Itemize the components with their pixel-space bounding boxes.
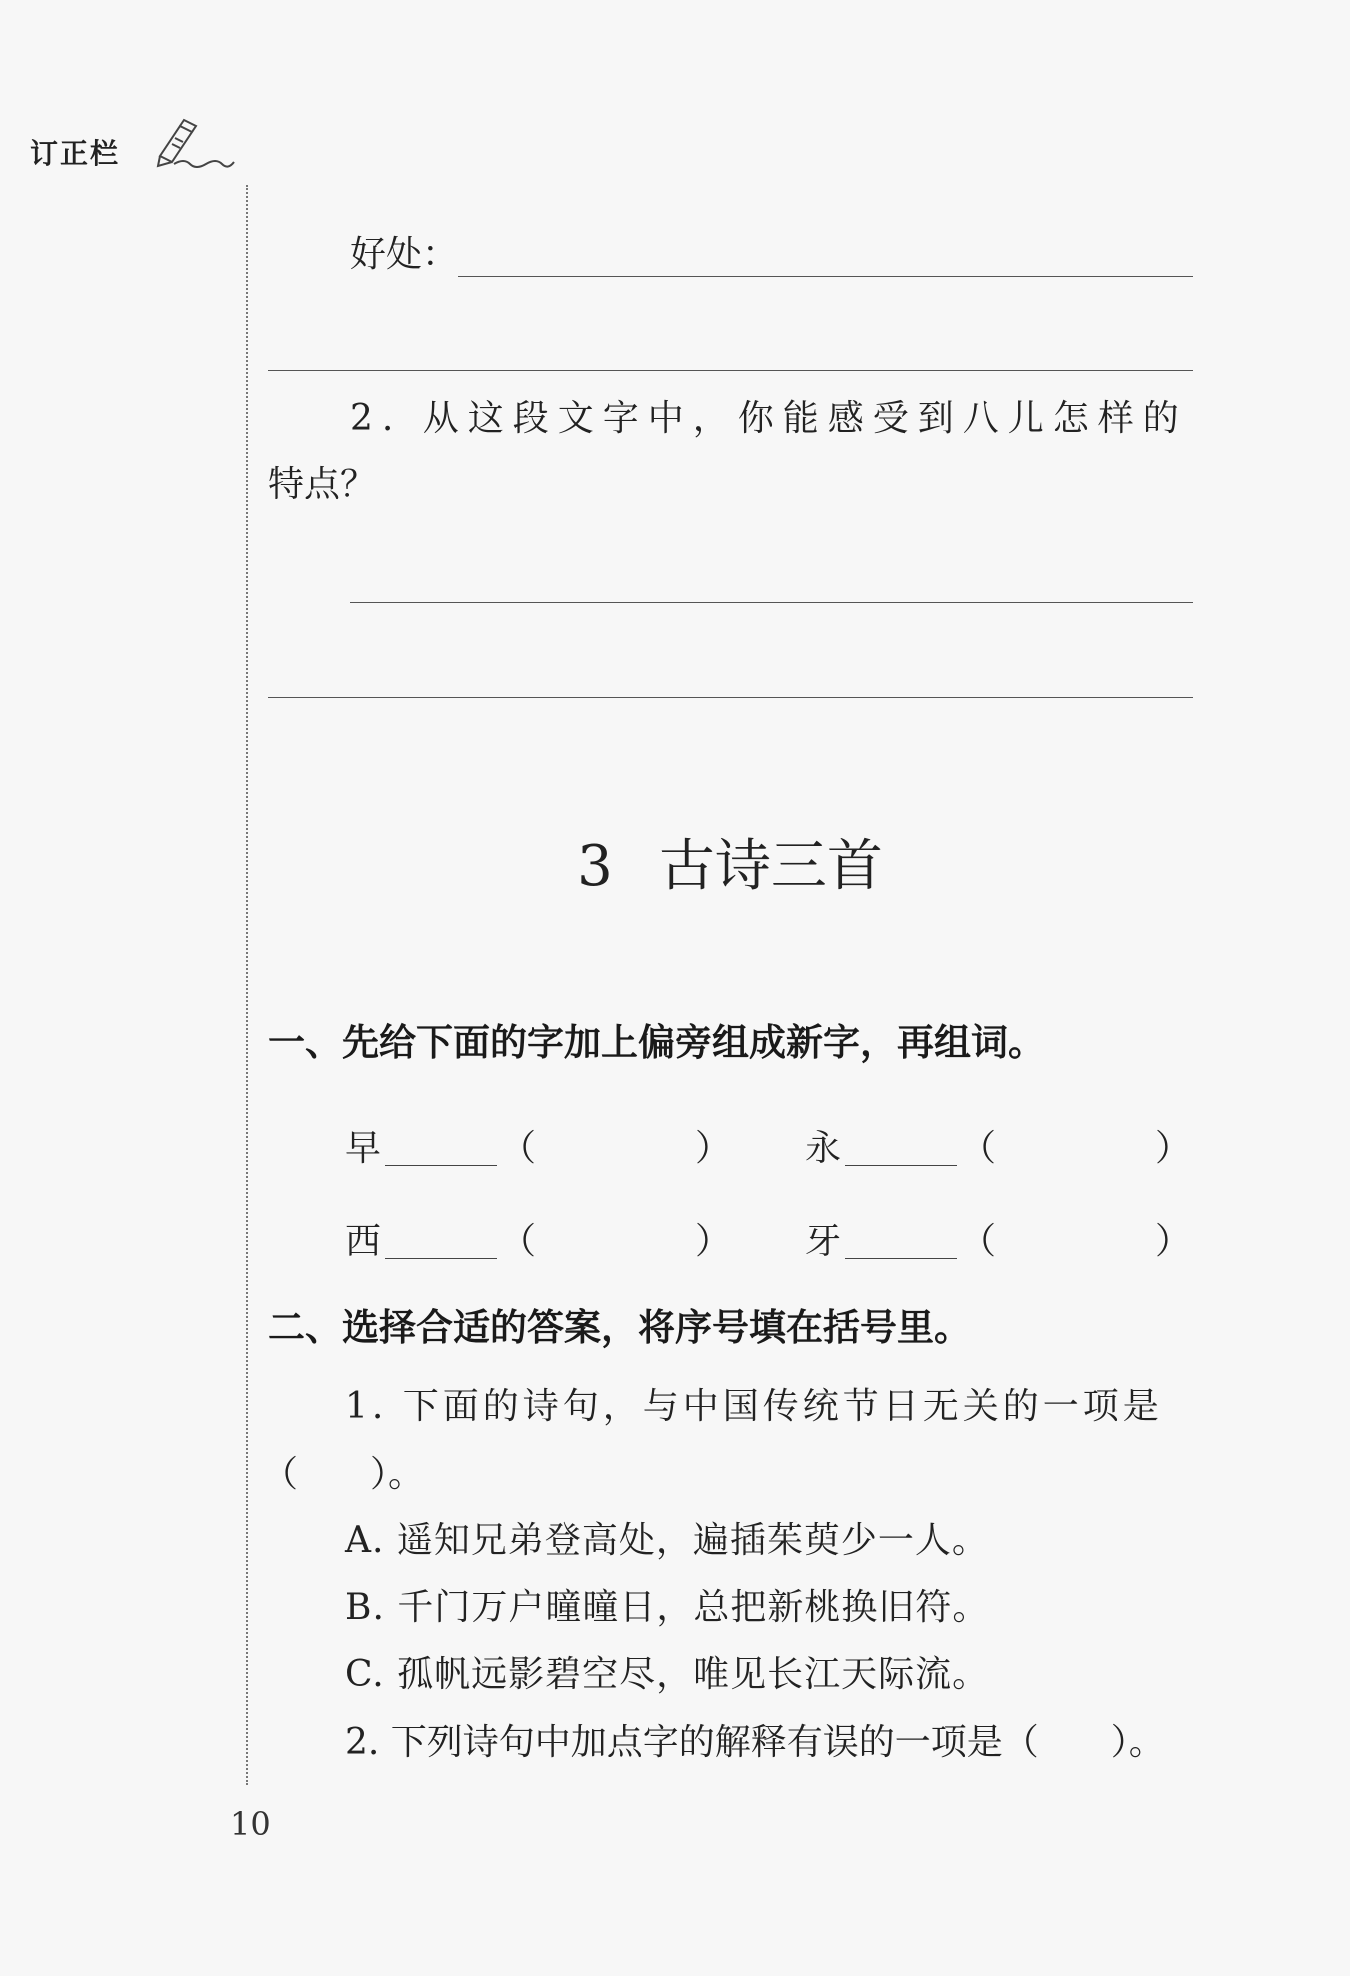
option-b: B. 千门万户曈曈日，总把新桃换旧符。 [345, 1587, 990, 1628]
radical-blank[interactable] [385, 1258, 497, 1259]
benefit-label: 好处： [350, 234, 459, 275]
question-1-answer-paren[interactable]: （ ）。 [262, 1454, 425, 1495]
answer-line[interactable] [350, 602, 1193, 603]
paren-open: （ [960, 1221, 997, 1262]
lesson-number: 3 [577, 834, 613, 899]
lesson-title [0, 822, 1350, 902]
question-1-text: 1. 下面的诗句，与中国传统节日无关的一项是 [345, 1386, 1163, 1427]
correction-column-label: 订正栏 [30, 137, 121, 170]
paren-open: （ [500, 1221, 537, 1262]
char-item: 早 [345, 1128, 382, 1169]
section-1-heading: 一、先给下面的字加上偏旁组成新字，再组词。 [268, 1021, 1045, 1064]
char-item: 西 [345, 1221, 382, 1262]
option-a: A. 遥知兄弟登高处，遍插茱萸少一人。 [345, 1520, 989, 1561]
paren-close: ） [695, 1221, 732, 1262]
paren-close: ） [1155, 1128, 1192, 1169]
section-2-heading: 二、选择合适的答案，将序号填在括号里。 [268, 1306, 971, 1349]
radical-blank[interactable] [845, 1258, 957, 1259]
char-item: 永 [805, 1128, 842, 1169]
paren-close: ） [1155, 1221, 1192, 1262]
char-item: 牙 [805, 1221, 842, 1262]
pencil-icon [150, 118, 235, 168]
answer-line[interactable] [268, 370, 1193, 371]
radical-blank[interactable] [845, 1165, 957, 1166]
lesson-title-text: 古诗三首 [658, 834, 883, 899]
paren-open: （ [960, 1128, 997, 1169]
option-c: C. 孤帆远影碧空尽，唯见长江天际流。 [345, 1654, 990, 1695]
question-2-text: 2. 从这段文字中，你能感受到八儿怎样的 [350, 398, 1188, 439]
question-2-text-cont: 特点？ [268, 464, 377, 505]
paren-close: ） [695, 1128, 732, 1169]
page-number: 10 [230, 1805, 271, 1843]
answer-line[interactable] [268, 697, 1193, 698]
answer-line[interactable] [458, 276, 1193, 277]
margin-divider [246, 185, 248, 1785]
paren-open: （ [500, 1128, 537, 1169]
radical-blank[interactable] [385, 1165, 497, 1166]
question-2-select-text: 2. 下列诗句中加点字的解释有误的一项是（ ）。 [345, 1722, 1165, 1763]
